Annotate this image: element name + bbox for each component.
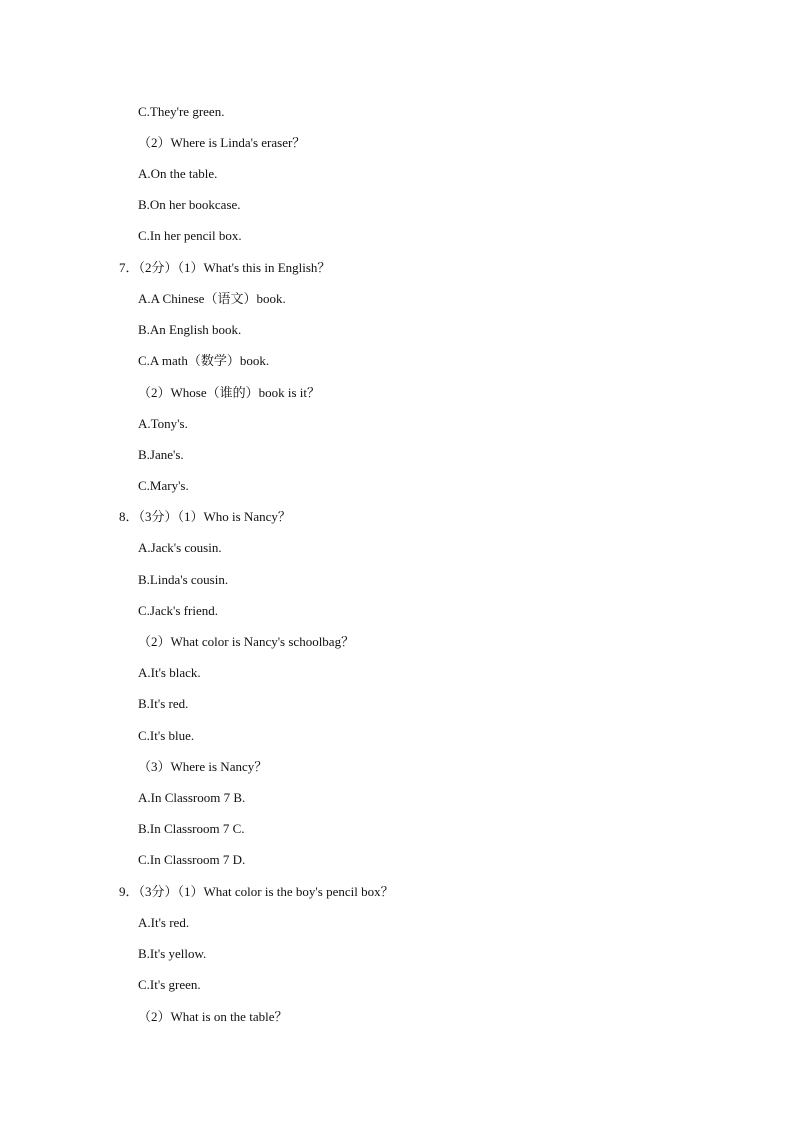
option-text: C.They're green. bbox=[138, 104, 225, 119]
question-heading: 9．（3分）（1）What color is the boy's pencil box？ bbox=[119, 884, 394, 899]
sub-question-text: （3）Where is Nancy？ bbox=[138, 759, 268, 774]
sub-question-text: （2）Where is Linda's eraser？ bbox=[138, 135, 306, 150]
option-text: A.In Classroom 7 B. bbox=[138, 790, 246, 805]
option-text: C.In Classroom 7 D. bbox=[138, 852, 246, 867]
sub-question-text: （2）What color is Nancy's schoolbag？ bbox=[138, 634, 355, 649]
option-text: C.In her pencil box. bbox=[138, 228, 242, 243]
option-text: B.Linda's cousin. bbox=[138, 572, 229, 587]
option-text: A.It's black. bbox=[138, 665, 201, 680]
option-text: C.Mary's. bbox=[138, 478, 189, 493]
sub-question-text: （2）What is on the table？ bbox=[138, 1009, 288, 1024]
option-text: A.Jack's cousin. bbox=[138, 540, 222, 555]
option-text: B.In Classroom 7 C. bbox=[138, 821, 245, 836]
option-text: C.Jack's friend. bbox=[138, 603, 218, 618]
question-heading: 8．（3分）（1）Who is Nancy？ bbox=[119, 509, 291, 524]
option-text: B.It's yellow. bbox=[138, 946, 207, 961]
option-text: A.Tony's. bbox=[138, 416, 188, 431]
option-text: B.On her bookcase. bbox=[138, 197, 241, 212]
option-text: C.A math（数学）book. bbox=[138, 353, 270, 368]
option-text: B.An English book. bbox=[138, 322, 242, 337]
option-text: A.It's red. bbox=[138, 915, 190, 930]
option-text: B.Jane's. bbox=[138, 447, 184, 462]
option-text: A.On the table. bbox=[138, 166, 218, 181]
option-text: C.It's blue. bbox=[138, 728, 195, 743]
option-text: A.A Chinese（语文）book. bbox=[138, 291, 286, 306]
question-heading: 7．（2分）（1）What's this in English？ bbox=[119, 260, 331, 275]
sub-question-text: （2）Whose（谁的）book is it？ bbox=[138, 385, 320, 400]
option-text: B.It's red. bbox=[138, 696, 189, 711]
option-text: C.It's green. bbox=[138, 977, 201, 992]
